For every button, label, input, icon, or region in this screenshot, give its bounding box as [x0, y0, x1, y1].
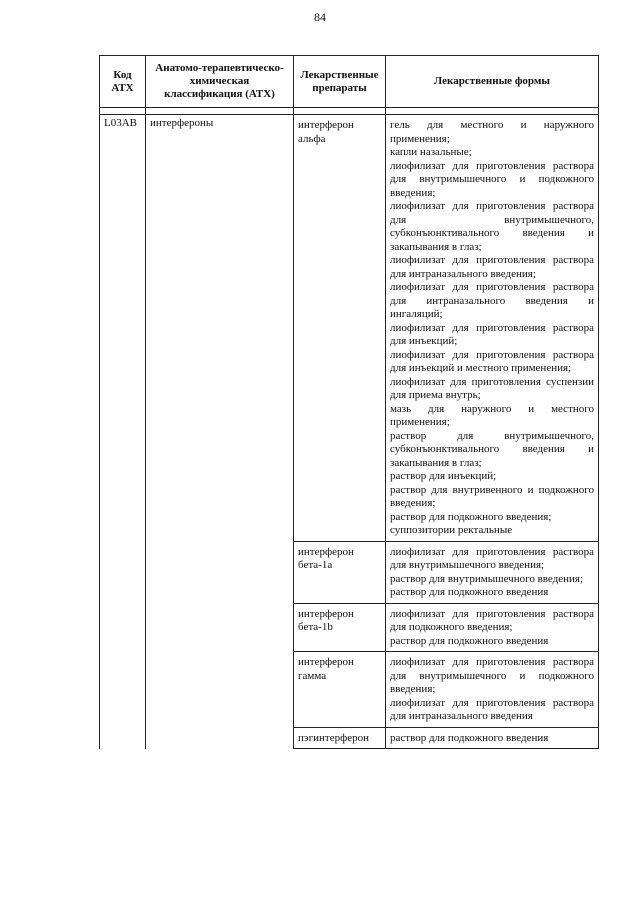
form-item: раствор для подкожного введения;: [390, 510, 552, 523]
form-item: суппозитории ректальные: [390, 524, 513, 536]
form-item: лиофилизат для приготовления раствора для инъекций;: [390, 321, 594, 347]
form-item: раствор для инъекций;: [390, 470, 497, 482]
header-drugs: Лекарственные препараты: [294, 56, 386, 108]
drug-cell: интерферон бета-1а: [294, 541, 386, 603]
table-row: [100, 603, 599, 652]
table-row: [100, 541, 599, 603]
drug-cell: интерферон бета-1b: [294, 603, 386, 652]
forms-cell: [386, 541, 599, 603]
group-code-cell: L03AB: [100, 115, 146, 542]
form-item: капли назальные;: [390, 146, 472, 158]
drug-cell: пэгинтерферон: [294, 727, 386, 749]
form-item: лиофилизат для приготовления суспензии для приема внутрь;: [390, 375, 594, 401]
drug-cell: интерферон гамма: [294, 652, 386, 728]
drug-cell: интерферон альфа: [294, 115, 386, 542]
form-item: раствор для внутривенного и подкожного введения;: [390, 483, 594, 509]
form-item: лиофилизат для приготовления раствора для внутримышечного, субконъюнктивального введения и закапывания в глаз;: [390, 200, 594, 253]
spacer-row: [100, 108, 599, 115]
header-forms: Лекарственные формы: [386, 56, 599, 108]
forms-cell: [386, 727, 599, 749]
form-item: мазь для наружного и местного применения;: [390, 402, 594, 428]
header-classification: Анатомо-терапевтическо-химическая классификация (АТХ): [146, 56, 294, 108]
form-item: лиофилизат для приготовления раствора для интраназального введения: [390, 696, 594, 722]
group-name-cell: интерфероны: [146, 115, 294, 542]
form-item: раствор для внутримышечного, субконъюнктивального введения и закапывания в глаз;: [390, 429, 594, 469]
form-item: гель для местного и наружного применения;: [390, 119, 594, 145]
header-code: Код АТХ: [100, 56, 146, 108]
form-item: лиофилизат для приготовления раствора для подкожного введения;: [390, 607, 594, 633]
form-item: раствор для подкожного введения: [390, 634, 549, 647]
page-number: 84: [314, 10, 326, 24]
forms-cell: [386, 115, 599, 542]
form-item: лиофилизат для приготовления раствора для внутримышечного введения;: [390, 545, 594, 571]
form-item: лиофилизат для приготовления раствора для внутримышечного и подкожного введения;: [390, 159, 594, 199]
forms-cell: [386, 652, 599, 728]
table-header-row: [100, 56, 599, 108]
table-row: [100, 652, 599, 728]
form-item: лиофилизат для приготовления раствора для интраназального введения и ингаляций;: [390, 281, 594, 320]
form-item: раствор для подкожного введения: [390, 731, 549, 744]
form-item: лиофилизат для приготовления раствора для инъекций и местного применения;: [390, 348, 594, 374]
table-row: [100, 115, 599, 542]
atx-table: [99, 55, 599, 749]
form-item: лиофилизат для приготовления раствора для внутримышечного и подкожного введения;: [390, 656, 594, 695]
table-row: [100, 727, 599, 749]
form-item: лиофилизат для приготовления раствора для интраназального введения;: [390, 254, 594, 280]
form-item: раствор для подкожного введения: [390, 586, 549, 598]
forms-cell: [386, 603, 599, 652]
form-item: раствор для внутримышечного введения;: [390, 572, 584, 585]
